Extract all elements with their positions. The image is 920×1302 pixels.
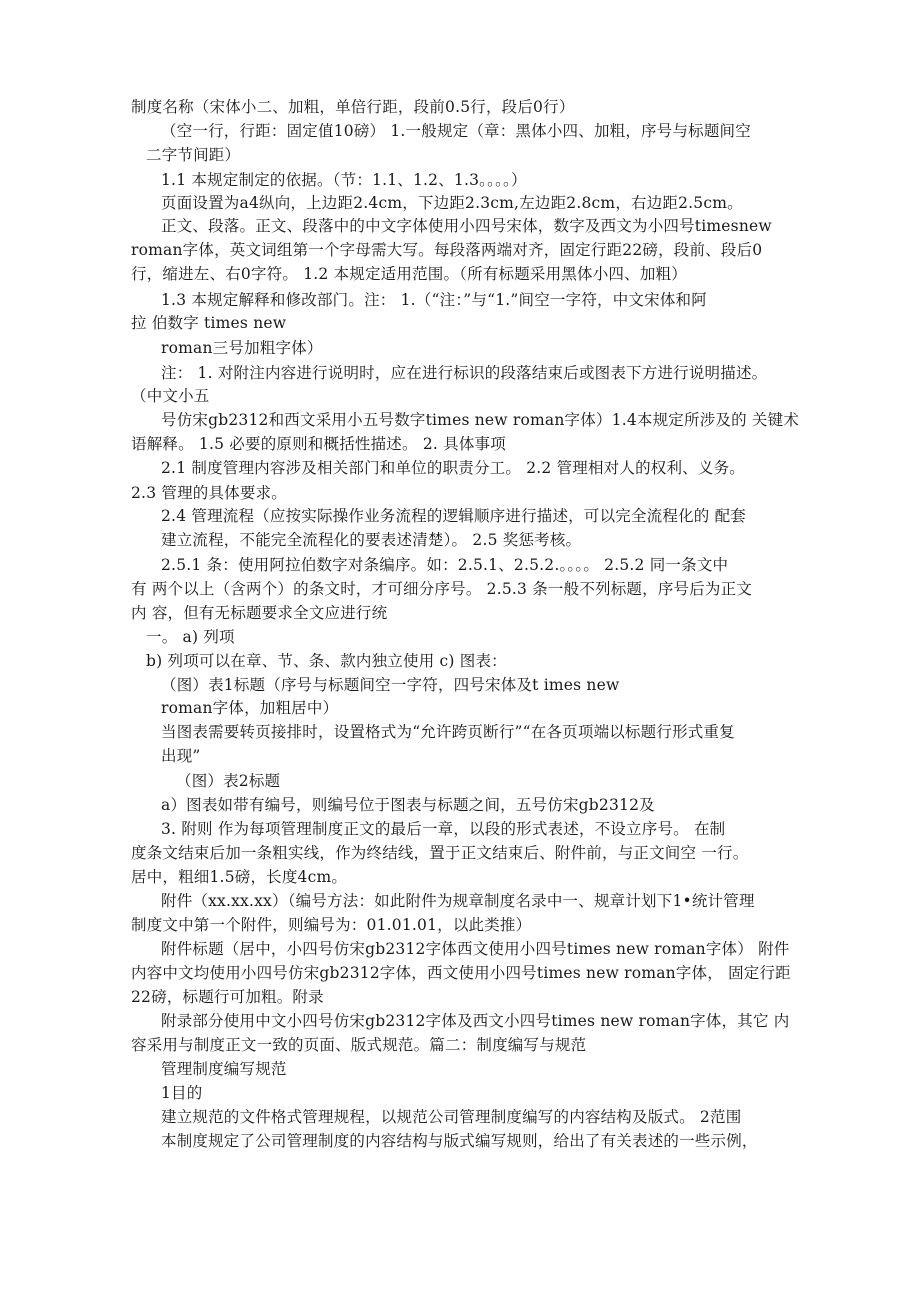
text-line: 号仿宋gb2312和西文采用小五号数字times new roman字体）1.4本规定所涉及的 关键术 [161,411,800,429]
text-line: （空一行，行距：固定值10磅） 1.一般规定（章：黑体小四、加粗，序号与标题间空 [161,122,751,140]
text-line: 居中，粗细1.5磅，长度4cm。 [131,868,348,886]
text-line: 内容中文均使用小四号仿宋gb2312字体，西文使用小四号times new roman字体， 固定行距 [131,964,791,982]
text-line: 注： 1. 对附注内容进行说明时，应在进行标识的段落结束后或图表下方进行说明描述。 [161,364,768,382]
text-line: 附录部分使用中文小四号仿宋gb2312字体及西文小四号times new roman字体，其它 内 [161,1012,790,1030]
text-line: 出现” [161,747,201,765]
text-line: 行，缩进左、右0字符。 1.2 本规定适用范围。（所有标题采用黑体小四、加粗） [131,265,687,283]
text-line: 拉 伯数字 times new [131,314,287,332]
text-line: 本制度规定了公司管理制度的内容结构与版式编写规则，给出了有关表述的一些示例， [161,1132,758,1150]
text-line: 一。 a) 列项 [146,628,235,646]
text-line: 2.4 管理流程（应按实际操作业务流程的逻辑顺序进行描述，可以完全流程化的 配套 [161,507,747,525]
text-line: 页面设置为a4纵向，上边距2.4cm，下边距2.3cm,左边距2.8cm，右边距2.5cm。 [161,194,743,212]
text-line: 有 两个以上（含两个）的条文时，才可细分序号。 2.5.3 条一般不列标题，序号后为正文 [131,580,753,598]
text-line: 当图表需要转页接排时，设置格式为“允许跨页断行”“在各页项端以标题行形式重复 [161,723,735,741]
text-line: 建立流程，不能完全流程化的要表述清楚）。 2.5 奖惩考核。 [161,531,582,549]
text-line: 2.3 管理的具体要求。 [131,484,287,502]
text-line: 2.1 制度管理内容涉及相关部门和单位的职责分工。 2.2 管理相对人的权利、义务。 [161,459,745,477]
text-line: 1.3 本规定解释和修改部门。注： 1.（“注：”与“1.”间空一字符，中文宋体和阿 [161,291,707,309]
text-line: 度条文结束后加一条粗实线，作为终结线，置于正文结束后、附件前，与正文间空 一行。 [131,844,749,862]
text-line: （中文小五 [131,387,210,405]
text-line: （图）表1标题（序号与标题间空一字符，四号宋体及t imes new [161,676,620,694]
text-line: 内 容，但有无标题要求全文应进行统 [131,604,388,622]
text-line: 附件标题（居中，小四号仿宋gb2312字体西文使用小四号times new roman字体） 附件 [161,940,790,958]
text-line: roman字体，英文词组第一个字母需大写。每段落两端对齐，固定行距22磅，段前、段后0 [131,241,763,259]
text-line: 制度名称（宋体小二、加粗，单倍行距，段前0.5行，段后0行） [131,98,575,116]
text-line: 管理制度编写规范 [161,1060,287,1078]
text-line: 22磅，标题行可加粗。附录 [131,988,324,1006]
text-line: 1目的 [161,1084,203,1102]
text-line: 2.5.1 条：使用阿拉伯数字对条编序。如：2.5.1、2.5.2.。。。。 2.5.2 同一条文中 [161,556,729,574]
text-line: 1.1 本规定制定的依据。（节：1.1、1.2、1.3。。。。） [161,171,527,189]
text-line: a）图表如带有编号，则编号位于图表与标题之间，五号仿宋gb2312及 [161,796,655,814]
text-line: roman字体，加粗居中） [161,699,339,717]
text-line: 容采用与制度正文一致的页面、版式规范。篇二：制度编写与规范 [131,1036,587,1054]
text-line: 3. 附则 作为每项管理制度正文的最后一章，以段的形式表述，不设立序号。 在制 [161,820,726,838]
text-line: 制度文中第一个附件，则编号为：01.01.01，以此类推） [131,916,532,934]
text-line: （图）表2标题 [176,772,281,790]
text-line: 建立规范的文件格式管理规程，以规范公司管理制度编写的内容结构及版式。 2范围 [161,1108,742,1126]
text-line: 语解释。 1.5 必要的原则和概括性描述。 2. 具体事项 [131,435,506,453]
text-line: 二字节间距） [146,146,241,164]
text-line: 附件（xx.xx.xx）（编号方法：如此附件为规章制度名录中一、规章计划下1•统计管理 [161,892,755,910]
text-line: roman三号加粗字体） [161,339,323,357]
text-line: b) 列项可以在章、节、条、款内独立使用 c) 图表： [146,652,507,670]
text-line: 正文、段落。正文、段落中的中文字体使用小四号宋体，数字及西文为小四号timesnew [161,217,772,235]
